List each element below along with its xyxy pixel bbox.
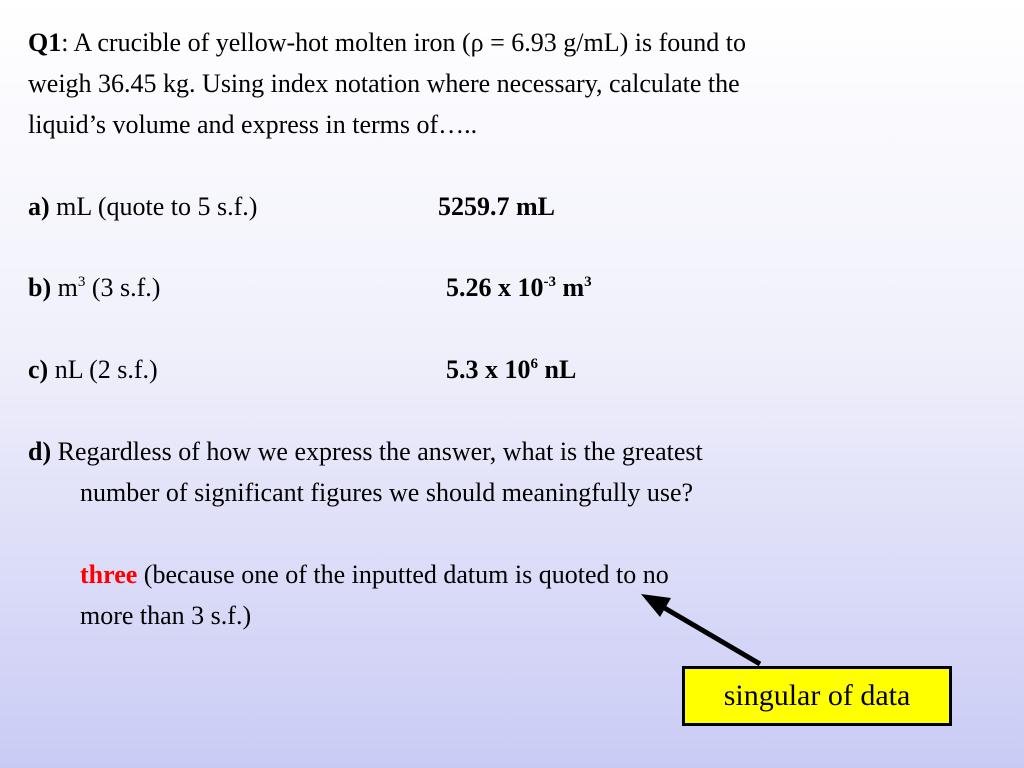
part-b-answer-exponent: -3 — [543, 274, 556, 290]
part-c-text: nL (2 s.f.) — [48, 355, 158, 384]
question-line-3: liquid’s volume and express in terms of….. — [28, 110, 478, 139]
callout-box: singular of data — [682, 666, 952, 726]
part-a-answer: 5259.7 mL — [438, 192, 555, 221]
part-a-prompt — [28, 192, 257, 222]
part-d-label: d) — [28, 437, 52, 466]
part-c-answer-exponent: 6 — [530, 356, 538, 372]
part-b-unit: m — [51, 273, 78, 302]
part-a-text: mL (quote to 5 s.f.) — [49, 192, 258, 221]
question-text-1: : A crucible of yellow-hot molten iron (ρ = 6.93 g/mL) is found to — [61, 28, 746, 57]
part-d-explanation-2: more than 3 s.f.) — [80, 601, 252, 630]
part-b-answer — [446, 273, 592, 307]
part-d-explanation-1: (because one of the inputted datum is quoted to no — [137, 560, 669, 589]
question-line-1 — [28, 28, 746, 58]
part-b-prompt — [28, 273, 160, 307]
part-b-text: (3 s.f.) — [85, 273, 161, 302]
part-d-answer-word: three — [80, 560, 138, 589]
part-c-label: c) — [28, 355, 49, 384]
part-b-unit-exponent: 3 — [77, 274, 86, 290]
part-d-text-1: Regardless of how we express the answer, what is the greatest — [51, 437, 703, 466]
part-c-answer — [446, 355, 576, 389]
part-c-answer-unit: nL — [538, 355, 577, 384]
part-d-prompt-line-1 — [28, 437, 703, 467]
part-d-prompt-line-2: number of significant figures we should meaningfully use? — [80, 478, 694, 507]
question-line-2: weigh 36.45 kg. Using index notation where necessary, calculate the — [28, 69, 740, 98]
part-c-answer-mantissa: 5.3 x 10 — [446, 355, 531, 384]
question-label: Q1 — [28, 28, 62, 57]
part-b-answer-mantissa: 5.26 x 10 — [446, 273, 544, 302]
part-d-answer-line-1 — [80, 560, 669, 590]
part-b-label: b) — [28, 273, 52, 302]
part-c-prompt — [28, 355, 158, 385]
part-a-label: a) — [28, 192, 50, 221]
part-b-answer-unit-exponent: 3 — [584, 274, 592, 290]
part-b-answer-unit: m — [556, 273, 585, 302]
